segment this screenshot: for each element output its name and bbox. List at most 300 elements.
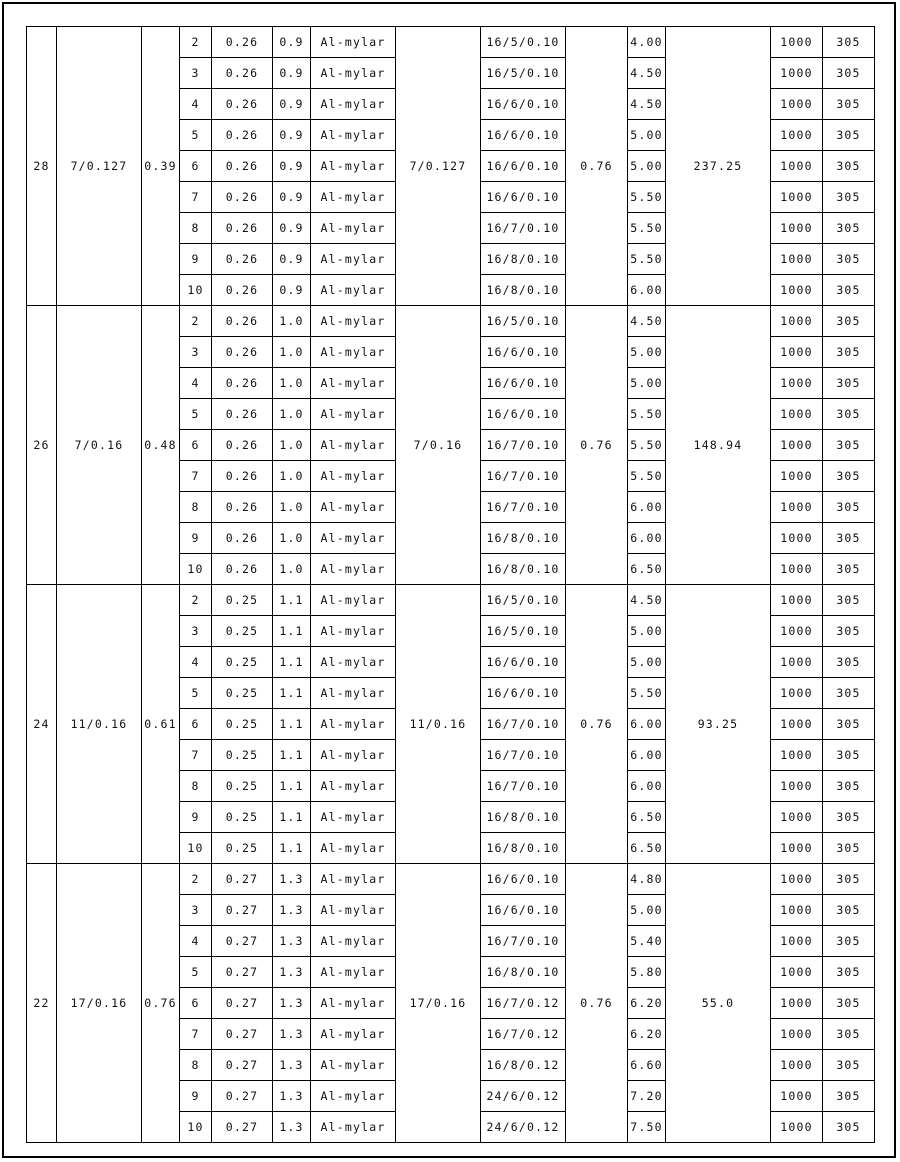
shield-type-cell: Al-mylar (311, 120, 396, 151)
awg-cell: 24 (27, 585, 57, 864)
insulation-thickness-cell: 0.26 (212, 275, 273, 306)
braid-spec-cell: 16/7/0.10 (481, 771, 566, 802)
insulated-diameter-cell: 1.3 (273, 957, 311, 988)
length-cell: 1000 (771, 554, 823, 585)
length-cell: 1000 (771, 120, 823, 151)
code-cell: 305 (823, 151, 875, 182)
code-cell: 305 (823, 27, 875, 58)
insulation-thickness-cell: 0.26 (212, 213, 273, 244)
code-cell: 305 (823, 864, 875, 895)
code-cell: 305 (823, 368, 875, 399)
awg-cell: 28 (27, 27, 57, 306)
insulation-thickness-cell: 0.25 (212, 771, 273, 802)
conductor-strand-cell: 11/0.16 (57, 585, 142, 864)
code-cell: 305 (823, 89, 875, 120)
code-cell: 305 (823, 771, 875, 802)
insulation-thickness-cell: 0.26 (212, 244, 273, 275)
insulation-thickness-cell: 0.26 (212, 523, 273, 554)
outer-diameter-cell: 5.50 (628, 244, 666, 275)
code-cell: 305 (823, 895, 875, 926)
pair-count-cell: 7 (180, 740, 212, 771)
pair-count-cell: 6 (180, 151, 212, 182)
code-cell: 305 (823, 58, 875, 89)
insulation-thickness-cell: 0.27 (212, 988, 273, 1019)
insulation-thickness-cell: 0.26 (212, 337, 273, 368)
length-cell: 1000 (771, 895, 823, 926)
insulated-diameter-cell: 0.9 (273, 275, 311, 306)
braid-spec-cell: 16/6/0.10 (481, 678, 566, 709)
shield-type-cell: Al-mylar (311, 151, 396, 182)
code-cell: 305 (823, 1050, 875, 1081)
insulated-diameter-cell: 1.1 (273, 740, 311, 771)
code-cell: 305 (823, 833, 875, 864)
insulated-diameter-cell: 0.9 (273, 213, 311, 244)
outer-diameter-cell: 6.00 (628, 275, 666, 306)
insulated-diameter-cell: 1.3 (273, 895, 311, 926)
shield-type-cell: Al-mylar (311, 771, 396, 802)
shield-type-cell: Al-mylar (311, 182, 396, 213)
outer-diameter-cell: 6.00 (628, 492, 666, 523)
pair-count-cell: 7 (180, 1019, 212, 1050)
length-cell: 1000 (771, 89, 823, 120)
shield-type-cell: Al-mylar (311, 740, 396, 771)
outer-diameter-cell: 5.50 (628, 182, 666, 213)
conductor-strand-cell: 17/0.16 (57, 864, 142, 1143)
outer-diameter-cell: 6.50 (628, 802, 666, 833)
outer-diameter-cell: 5.00 (628, 647, 666, 678)
code-cell: 305 (823, 802, 875, 833)
braid-spec-cell: 16/6/0.10 (481, 151, 566, 182)
shield-type-cell: Al-mylar (311, 244, 396, 275)
pair-count-cell: 10 (180, 833, 212, 864)
outer-diameter-cell: 5.00 (628, 616, 666, 647)
pair-count-cell: 5 (180, 678, 212, 709)
insulated-diameter-cell: 0.9 (273, 120, 311, 151)
pair-count-cell: 6 (180, 430, 212, 461)
braid-spec-cell: 16/6/0.10 (481, 337, 566, 368)
shield-type-cell: Al-mylar (311, 89, 396, 120)
insulated-diameter-cell: 1.3 (273, 988, 311, 1019)
outer-diameter-cell: 4.50 (628, 89, 666, 120)
awg-cell: 22 (27, 864, 57, 1143)
code-cell: 305 (823, 647, 875, 678)
insulated-diameter-cell: 1.0 (273, 461, 311, 492)
shield-type-cell: Al-mylar (311, 1112, 396, 1143)
shield-type-cell: Al-mylar (311, 1050, 396, 1081)
braid-spec-cell: 16/7/0.10 (481, 740, 566, 771)
shield-type-cell: Al-mylar (311, 833, 396, 864)
length-cell: 1000 (771, 244, 823, 275)
braid-spec-cell: 16/5/0.10 (481, 27, 566, 58)
length-cell: 1000 (771, 585, 823, 616)
code-cell: 305 (823, 306, 875, 337)
drain-wire-cell: 11/0.16 (396, 585, 481, 864)
insulation-thickness-cell: 0.25 (212, 802, 273, 833)
braid-spec-cell: 16/6/0.10 (481, 864, 566, 895)
insulation-thickness-cell: 0.26 (212, 430, 273, 461)
conductor-strand-cell: 7/0.127 (57, 27, 142, 306)
code-cell: 305 (823, 926, 875, 957)
insulation-thickness-cell: 0.27 (212, 864, 273, 895)
braid-spec-cell: 16/8/0.10 (481, 833, 566, 864)
insulation-thickness-cell: 0.25 (212, 709, 273, 740)
length-cell: 1000 (771, 926, 823, 957)
code-cell: 305 (823, 616, 875, 647)
outer-diameter-cell: 5.00 (628, 120, 666, 151)
pair-count-cell: 5 (180, 957, 212, 988)
pair-count-cell: 10 (180, 1112, 212, 1143)
braid-spec-cell: 16/8/0.10 (481, 244, 566, 275)
outer-diameter-cell: 6.00 (628, 771, 666, 802)
braid-spec-cell: 16/6/0.10 (481, 647, 566, 678)
insulation-thickness-cell: 0.26 (212, 27, 273, 58)
insulated-diameter-cell: 0.9 (273, 89, 311, 120)
braid-spec-cell: 16/6/0.10 (481, 182, 566, 213)
pair-count-cell: 8 (180, 771, 212, 802)
conductor-diameter-cell: 0.48 (142, 306, 180, 585)
pair-count-cell: 2 (180, 864, 212, 895)
insulation-thickness-cell: 0.27 (212, 1019, 273, 1050)
insulated-diameter-cell: 0.9 (273, 151, 311, 182)
code-cell: 305 (823, 120, 875, 151)
pair-count-cell: 10 (180, 554, 212, 585)
braid-spec-cell: 16/6/0.10 (481, 368, 566, 399)
drain-wire-cell: 17/0.16 (396, 864, 481, 1143)
insulated-diameter-cell: 1.1 (273, 771, 311, 802)
insulation-thickness-cell: 0.26 (212, 151, 273, 182)
insulated-diameter-cell: 1.0 (273, 523, 311, 554)
braid-spec-cell: 16/8/0.10 (481, 802, 566, 833)
outer-diameter-cell: 5.80 (628, 957, 666, 988)
insulation-thickness-cell: 0.27 (212, 957, 273, 988)
insulation-thickness-cell: 0.27 (212, 1081, 273, 1112)
insulation-thickness-cell: 0.26 (212, 554, 273, 585)
outer-diameter-cell: 5.00 (628, 151, 666, 182)
resistance-cell: 55.0 (666, 864, 771, 1143)
outer-diameter-cell: 5.00 (628, 337, 666, 368)
shield-type-cell: Al-mylar (311, 585, 396, 616)
code-cell: 305 (823, 337, 875, 368)
cable-spec-table (26, 26, 875, 1143)
braid-spec-cell: 16/7/0.10 (481, 461, 566, 492)
insulated-diameter-cell: 0.9 (273, 58, 311, 89)
shield-type-cell: Al-mylar (311, 368, 396, 399)
code-cell: 305 (823, 709, 875, 740)
length-cell: 1000 (771, 337, 823, 368)
insulated-diameter-cell: 1.1 (273, 833, 311, 864)
drain-diameter-cell: 0.76 (566, 864, 628, 1143)
braid-spec-cell: 16/8/0.10 (481, 554, 566, 585)
length-cell: 1000 (771, 275, 823, 306)
insulation-thickness-cell: 0.25 (212, 647, 273, 678)
pair-count-cell: 9 (180, 244, 212, 275)
braid-spec-cell: 16/7/0.12 (481, 988, 566, 1019)
length-cell: 1000 (771, 151, 823, 182)
length-cell: 1000 (771, 1019, 823, 1050)
shield-type-cell: Al-mylar (311, 27, 396, 58)
outer-diameter-cell: 7.50 (628, 1112, 666, 1143)
shield-type-cell: Al-mylar (311, 988, 396, 1019)
length-cell: 1000 (771, 213, 823, 244)
braid-spec-cell: 16/8/0.12 (481, 1050, 566, 1081)
pair-count-cell: 6 (180, 988, 212, 1019)
shield-type-cell: Al-mylar (311, 492, 396, 523)
resistance-cell: 148.94 (666, 306, 771, 585)
drain-wire-cell: 7/0.16 (396, 306, 481, 585)
code-cell: 305 (823, 275, 875, 306)
resistance-cell: 93.25 (666, 585, 771, 864)
insulated-diameter-cell: 1.1 (273, 585, 311, 616)
table-body (27, 27, 875, 1143)
insulated-diameter-cell: 0.9 (273, 244, 311, 275)
length-cell: 1000 (771, 1050, 823, 1081)
braid-spec-cell: 16/8/0.10 (481, 957, 566, 988)
insulated-diameter-cell: 1.3 (273, 1050, 311, 1081)
shield-type-cell: Al-mylar (311, 926, 396, 957)
outer-diameter-cell: 7.20 (628, 1081, 666, 1112)
insulation-thickness-cell: 0.26 (212, 492, 273, 523)
outer-diameter-cell: 6.00 (628, 740, 666, 771)
insulation-thickness-cell: 0.27 (212, 926, 273, 957)
shield-type-cell: Al-mylar (311, 1081, 396, 1112)
pair-count-cell: 7 (180, 461, 212, 492)
insulated-diameter-cell: 1.0 (273, 306, 311, 337)
drain-diameter-cell: 0.76 (566, 306, 628, 585)
braid-spec-cell: 16/7/0.10 (481, 709, 566, 740)
length-cell: 1000 (771, 1112, 823, 1143)
length-cell: 1000 (771, 709, 823, 740)
shield-type-cell: Al-mylar (311, 554, 396, 585)
pair-count-cell: 4 (180, 926, 212, 957)
insulation-thickness-cell: 0.25 (212, 616, 273, 647)
outer-diameter-cell: 5.50 (628, 213, 666, 244)
table-row (27, 585, 875, 616)
outer-diameter-cell: 6.60 (628, 1050, 666, 1081)
code-cell: 305 (823, 1081, 875, 1112)
table-row (27, 27, 875, 58)
insulated-diameter-cell: 1.3 (273, 864, 311, 895)
insulated-diameter-cell: 0.9 (273, 27, 311, 58)
code-cell: 305 (823, 523, 875, 554)
code-cell: 305 (823, 554, 875, 585)
length-cell: 1000 (771, 27, 823, 58)
insulation-thickness-cell: 0.27 (212, 1050, 273, 1081)
insulation-thickness-cell: 0.27 (212, 895, 273, 926)
braid-spec-cell: 16/8/0.10 (481, 523, 566, 554)
outer-diameter-cell: 6.50 (628, 554, 666, 585)
pair-count-cell: 9 (180, 802, 212, 833)
length-cell: 1000 (771, 368, 823, 399)
pair-count-cell: 4 (180, 368, 212, 399)
pair-count-cell: 8 (180, 492, 212, 523)
shield-type-cell: Al-mylar (311, 337, 396, 368)
shield-type-cell: Al-mylar (311, 399, 396, 430)
conductor-diameter-cell: 0.76 (142, 864, 180, 1143)
pair-count-cell: 5 (180, 120, 212, 151)
pair-count-cell: 8 (180, 1050, 212, 1081)
pair-count-cell: 3 (180, 616, 212, 647)
shield-type-cell: Al-mylar (311, 430, 396, 461)
drain-diameter-cell: 0.76 (566, 585, 628, 864)
outer-diameter-cell: 4.00 (628, 27, 666, 58)
shield-type-cell: Al-mylar (311, 616, 396, 647)
braid-spec-cell: 16/7/0.10 (481, 926, 566, 957)
shield-type-cell: Al-mylar (311, 1019, 396, 1050)
code-cell: 305 (823, 244, 875, 275)
length-cell: 1000 (771, 740, 823, 771)
insulated-diameter-cell: 1.1 (273, 647, 311, 678)
insulation-thickness-cell: 0.25 (212, 740, 273, 771)
shield-type-cell: Al-mylar (311, 864, 396, 895)
insulation-thickness-cell: 0.25 (212, 678, 273, 709)
braid-spec-cell: 16/5/0.10 (481, 585, 566, 616)
pair-count-cell: 5 (180, 399, 212, 430)
braid-spec-cell: 16/6/0.10 (481, 895, 566, 926)
insulation-thickness-cell: 0.26 (212, 89, 273, 120)
insulation-thickness-cell: 0.26 (212, 368, 273, 399)
insulated-diameter-cell: 0.9 (273, 182, 311, 213)
awg-cell: 26 (27, 306, 57, 585)
pair-count-cell: 3 (180, 337, 212, 368)
insulated-diameter-cell: 1.1 (273, 616, 311, 647)
shield-type-cell: Al-mylar (311, 306, 396, 337)
pair-count-cell: 2 (180, 585, 212, 616)
length-cell: 1000 (771, 988, 823, 1019)
code-cell: 305 (823, 492, 875, 523)
table-row (27, 306, 875, 337)
insulation-thickness-cell: 0.27 (212, 1112, 273, 1143)
length-cell: 1000 (771, 616, 823, 647)
outer-diameter-cell: 6.00 (628, 523, 666, 554)
braid-spec-cell: 16/6/0.10 (481, 120, 566, 151)
shield-type-cell: Al-mylar (311, 802, 396, 833)
outer-diameter-cell: 5.50 (628, 678, 666, 709)
pair-count-cell: 2 (180, 27, 212, 58)
insulated-diameter-cell: 1.0 (273, 337, 311, 368)
braid-spec-cell: 16/5/0.10 (481, 616, 566, 647)
outer-diameter-cell: 4.50 (628, 585, 666, 616)
length-cell: 1000 (771, 864, 823, 895)
conductor-strand-cell: 7/0.16 (57, 306, 142, 585)
length-cell: 1000 (771, 492, 823, 523)
code-cell: 305 (823, 399, 875, 430)
insulated-diameter-cell: 1.0 (273, 430, 311, 461)
outer-diameter-cell: 4.50 (628, 58, 666, 89)
insulated-diameter-cell: 1.0 (273, 492, 311, 523)
length-cell: 1000 (771, 957, 823, 988)
insulated-diameter-cell: 1.3 (273, 1112, 311, 1143)
code-cell: 305 (823, 1112, 875, 1143)
code-cell: 305 (823, 585, 875, 616)
outer-diameter-cell: 6.00 (628, 709, 666, 740)
outer-diameter-cell: 5.50 (628, 430, 666, 461)
length-cell: 1000 (771, 647, 823, 678)
length-cell: 1000 (771, 1081, 823, 1112)
code-cell: 305 (823, 678, 875, 709)
insulation-thickness-cell: 0.26 (212, 399, 273, 430)
insulated-diameter-cell: 1.0 (273, 554, 311, 585)
insulated-diameter-cell: 1.3 (273, 1019, 311, 1050)
code-cell: 305 (823, 988, 875, 1019)
outer-diameter-cell: 6.20 (628, 988, 666, 1019)
shield-type-cell: Al-mylar (311, 523, 396, 554)
length-cell: 1000 (771, 306, 823, 337)
code-cell: 305 (823, 182, 875, 213)
pair-count-cell: 9 (180, 523, 212, 554)
outer-diameter-cell: 6.50 (628, 833, 666, 864)
outer-diameter-cell: 5.40 (628, 926, 666, 957)
braid-spec-cell: 16/7/0.12 (481, 1019, 566, 1050)
length-cell: 1000 (771, 802, 823, 833)
code-cell: 305 (823, 213, 875, 244)
pair-count-cell: 4 (180, 89, 212, 120)
insulated-diameter-cell: 1.0 (273, 368, 311, 399)
length-cell: 1000 (771, 678, 823, 709)
outer-diameter-cell: 5.50 (628, 461, 666, 492)
braid-spec-cell: 16/6/0.10 (481, 89, 566, 120)
insulation-thickness-cell: 0.26 (212, 306, 273, 337)
shield-type-cell: Al-mylar (311, 461, 396, 492)
insulated-diameter-cell: 1.3 (273, 1081, 311, 1112)
shield-type-cell: Al-mylar (311, 647, 396, 678)
conductor-diameter-cell: 0.61 (142, 585, 180, 864)
outer-diameter-cell: 4.80 (628, 864, 666, 895)
code-cell: 305 (823, 740, 875, 771)
insulation-thickness-cell: 0.26 (212, 58, 273, 89)
insulated-diameter-cell: 1.1 (273, 709, 311, 740)
outer-diameter-cell: 5.00 (628, 895, 666, 926)
code-cell: 305 (823, 1019, 875, 1050)
braid-spec-cell: 24/6/0.12 (481, 1081, 566, 1112)
insulation-thickness-cell: 0.26 (212, 461, 273, 492)
pair-count-cell: 6 (180, 709, 212, 740)
length-cell: 1000 (771, 523, 823, 554)
braid-spec-cell: 16/7/0.10 (481, 430, 566, 461)
code-cell: 305 (823, 957, 875, 988)
shield-type-cell: Al-mylar (311, 275, 396, 306)
insulated-diameter-cell: 1.1 (273, 802, 311, 833)
shield-type-cell: Al-mylar (311, 58, 396, 89)
conductor-diameter-cell: 0.39 (142, 27, 180, 306)
length-cell: 1000 (771, 182, 823, 213)
insulation-thickness-cell: 0.25 (212, 585, 273, 616)
braid-spec-cell: 16/6/0.10 (481, 399, 566, 430)
pair-count-cell: 10 (180, 275, 212, 306)
outer-diameter-cell: 5.00 (628, 368, 666, 399)
shield-type-cell: Al-mylar (311, 213, 396, 244)
shield-type-cell: Al-mylar (311, 957, 396, 988)
pair-count-cell: 7 (180, 182, 212, 213)
shield-type-cell: Al-mylar (311, 895, 396, 926)
braid-spec-cell: 16/7/0.10 (481, 213, 566, 244)
insulated-diameter-cell: 1.0 (273, 399, 311, 430)
pair-count-cell: 2 (180, 306, 212, 337)
braid-spec-cell: 16/8/0.10 (481, 275, 566, 306)
insulated-diameter-cell: 1.1 (273, 678, 311, 709)
insulation-thickness-cell: 0.26 (212, 120, 273, 151)
pair-count-cell: 8 (180, 213, 212, 244)
length-cell: 1000 (771, 399, 823, 430)
pair-count-cell: 4 (180, 647, 212, 678)
pair-count-cell: 3 (180, 895, 212, 926)
pair-count-cell: 9 (180, 1081, 212, 1112)
insulation-thickness-cell: 0.25 (212, 833, 273, 864)
length-cell: 1000 (771, 461, 823, 492)
outer-diameter-cell: 5.50 (628, 399, 666, 430)
table-row (27, 864, 875, 895)
length-cell: 1000 (771, 58, 823, 89)
length-cell: 1000 (771, 833, 823, 864)
